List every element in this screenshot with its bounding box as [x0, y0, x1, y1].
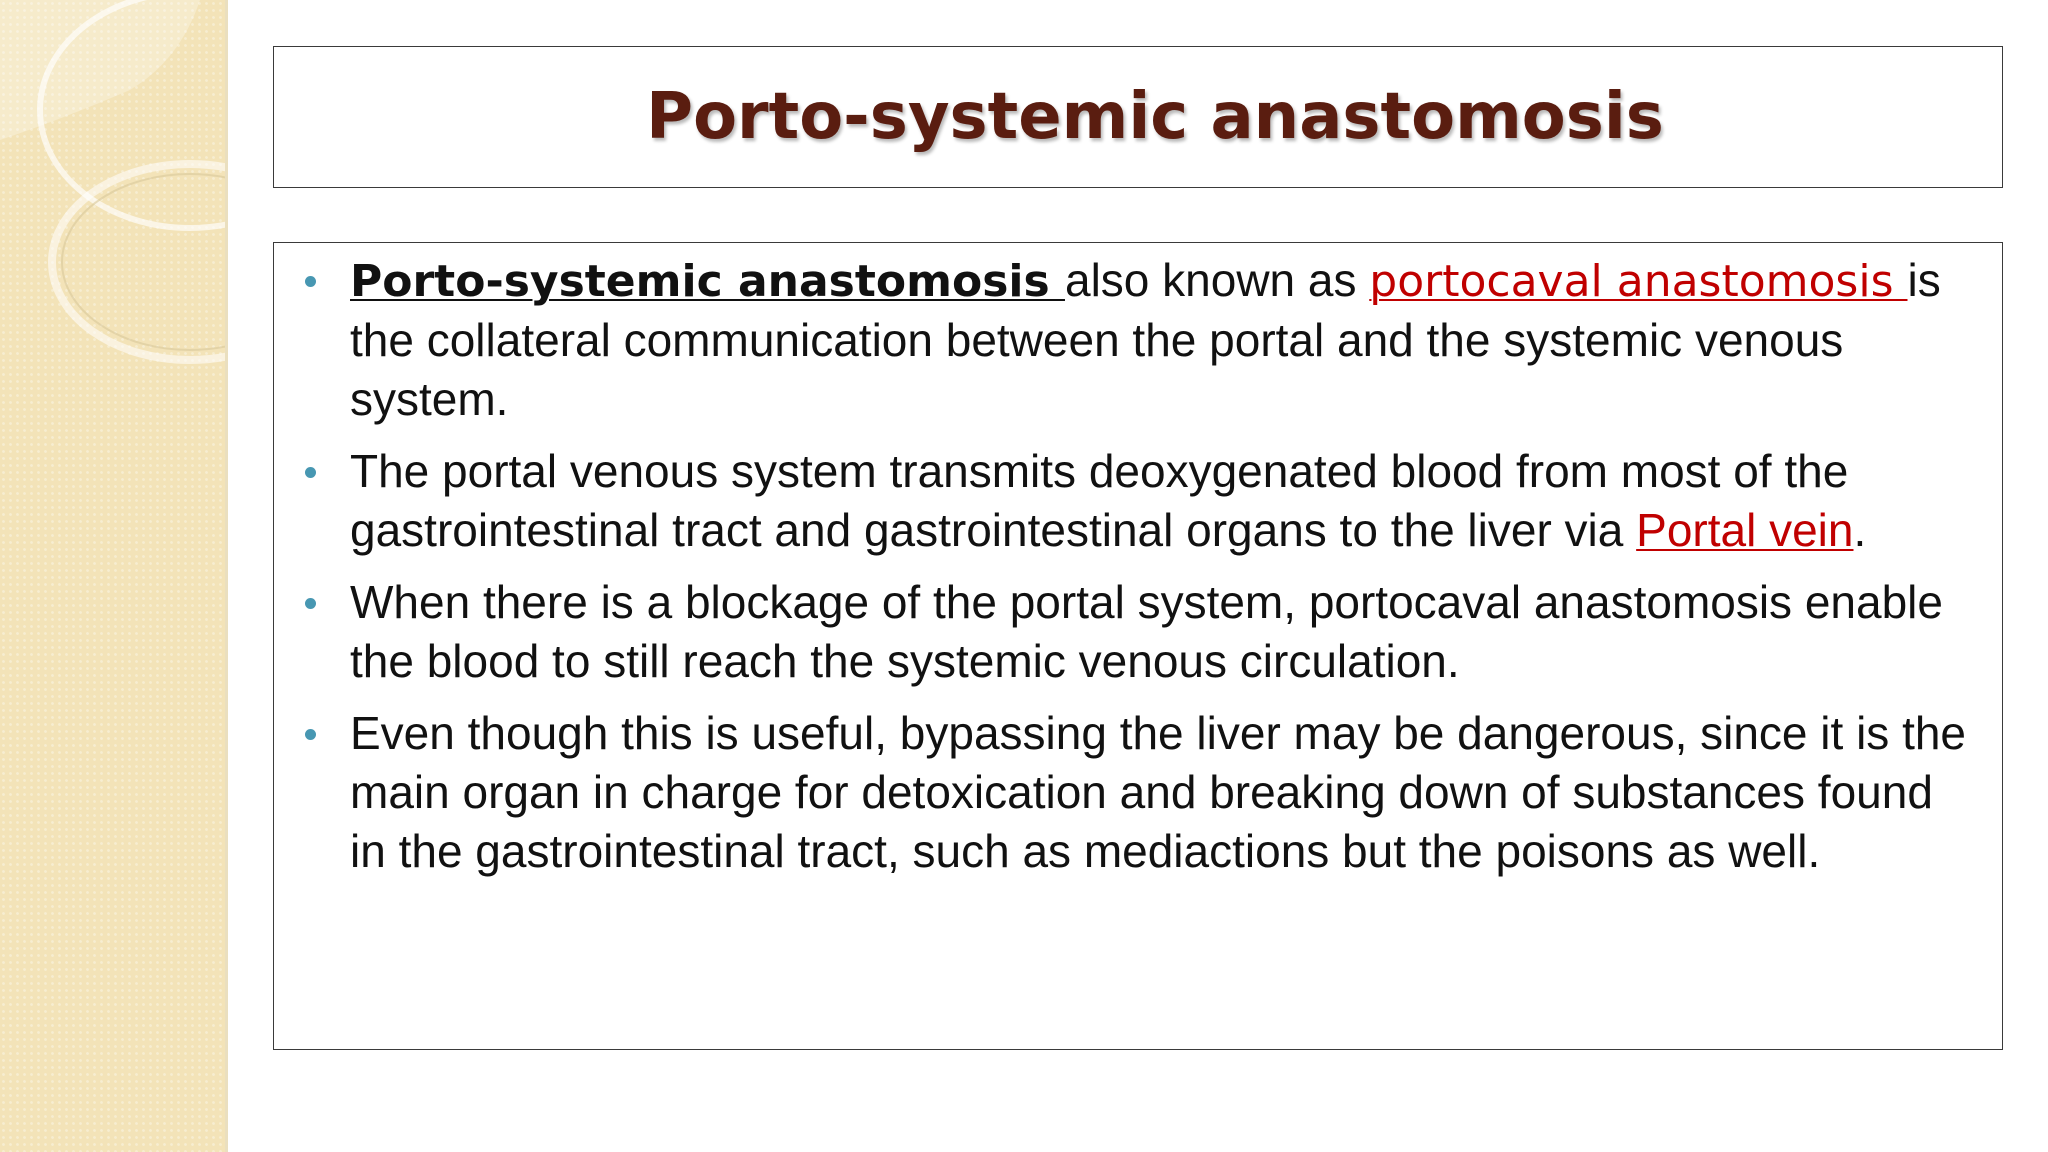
bullet-text: Even though this is useful, bypassing the liver may be dangerous, since it is the main organ in charge for detoxication and breaking down of substances found in the gastrointestinal tract, such as mediactions but the poisons as well.	[350, 707, 1967, 877]
bullet-item-blockage	[274, 573, 2002, 691]
decorative-side-panel	[0, 0, 228, 1152]
bullet-item-portal-system	[274, 442, 2002, 560]
content-box	[273, 242, 2003, 1050]
bullet-text: When there is a blockage of the portal system, portocaval anastomosis enable the blood to still reach the systemic venous circulation.	[350, 576, 1943, 687]
link-portocaval-anastomosis[interactable]: portocaval anastomosis	[1369, 256, 1908, 307]
bullet-dot-icon	[305, 467, 316, 478]
bullet-text: .	[1853, 504, 1867, 556]
title-box	[273, 46, 2003, 188]
bullet-text: is the collateral communication between the portal and the systemic venous system.	[350, 254, 1941, 425]
bullet-text: The portal venous system transmits deoxygenated blood from most of the gastrointestinal tract and gastrointestinal organs to the liver via	[350, 445, 1849, 556]
decorative-rings	[0, 0, 228, 1152]
bullet-dot-icon	[305, 598, 316, 609]
bullet-list	[274, 251, 2002, 894]
bullet-dot-icon	[305, 729, 316, 740]
term-porto-systemic: Porto-systemic anastomosis	[350, 256, 1065, 307]
decorative-ring-small	[52, 164, 228, 360]
decorative-swoosh	[0, 0, 200, 140]
bullet-text: also known as	[1064, 254, 1370, 306]
bullet-dot-icon	[305, 276, 316, 287]
link-portal-vein[interactable]: Portal vein	[1636, 504, 1854, 556]
bullet-item-danger	[274, 704, 2002, 881]
slide-title: Porto-systemic anastomosis	[646, 80, 1664, 154]
bullet-item-definition	[274, 251, 2002, 429]
